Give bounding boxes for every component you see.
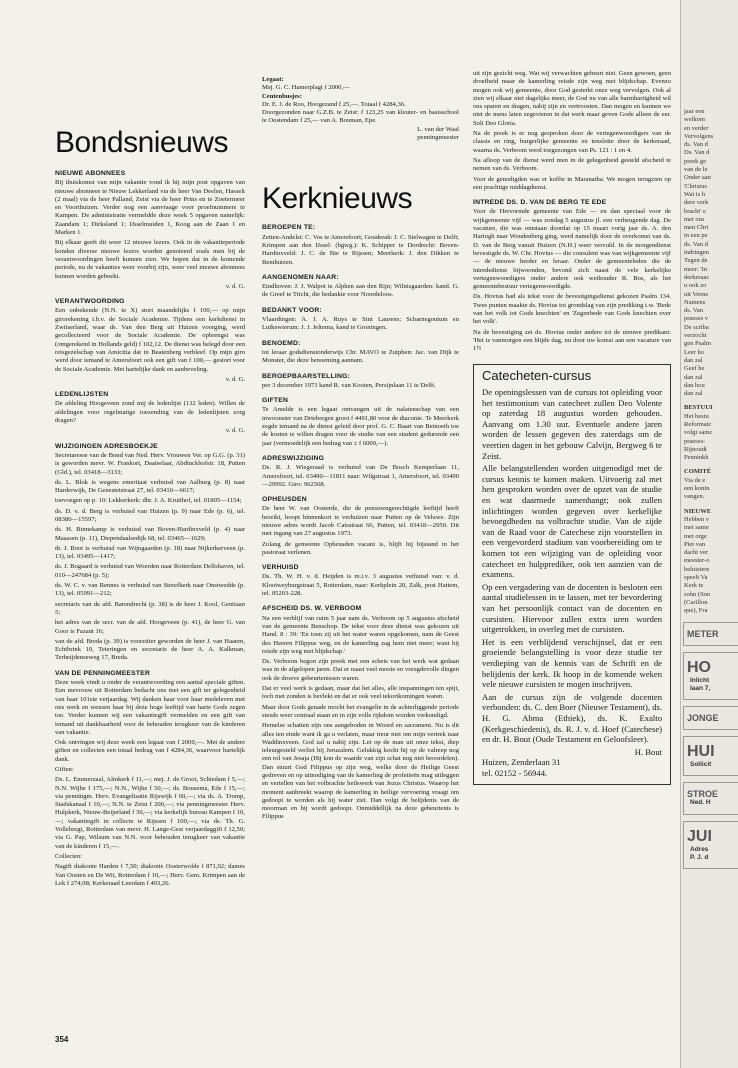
- section-heading: VAN DE PENNINGMEESTER: [55, 669, 151, 677]
- penningmeester-title: penningmeester: [417, 134, 459, 142]
- section-heading: BEROEPEN TE:: [262, 224, 316, 232]
- kerknieuws-sections: [262, 224, 459, 821]
- section-heading: VERANTWOORDING: [55, 298, 125, 306]
- edge-line: meester-o: [684, 557, 710, 565]
- section-paragraph: ds. J. Bogaard is verhuisd van Woerden naar Rotterdam Delfshaven, tel. 010—247684 (p. 5);: [55, 563, 245, 579]
- edge-line: Piet van: [684, 540, 706, 548]
- edge-line: Via de e: [684, 476, 706, 484]
- box-phone: tel. 02152 - 56944.: [482, 767, 548, 778]
- section-paragraph: het adres van de secr. van de afd. Hoogeveen (p. 41), de heer G. van Goor is Fazant 16;: [55, 619, 245, 635]
- edge-line: De scriba: [684, 323, 709, 331]
- edge-line: dan zal: [684, 373, 703, 381]
- section-signature: v. d. G.: [225, 375, 245, 383]
- edge-line: Wat is h: [684, 190, 706, 198]
- catecheten-cursus-box: [473, 364, 671, 786]
- edge-text-b: [681, 404, 738, 462]
- section-heading: GIFTEN: [262, 397, 289, 405]
- next-page-edge: [680, 0, 738, 1068]
- edge-line: praeses:: [684, 437, 705, 445]
- section-paragraph: ds. H. Binnekamp is verhuisd van Boven-Hardinxveld (p. 4) naar Maassen (p. 11), Diependaalsedijk 68, tel. 03465—1629;: [55, 526, 245, 542]
- edge-ad-meter: METER: [683, 622, 738, 646]
- edge-line: uit Veene: [684, 290, 709, 298]
- edge-line: met orge: [684, 532, 707, 540]
- edge-line: in een pe: [684, 232, 708, 240]
- edge-ad-line: Inlicht: [690, 676, 710, 684]
- edge-line: Reformatc: [684, 420, 712, 428]
- edge-line: Vervolgens: [684, 132, 714, 140]
- afscheid-continued: uit zijn gezicht weg. Wat wij verwachten gebeurt niet. Geen gewoen, geen droefheid maar de kamerling reisde zijn weg met blijdschap. Evenzo mogen ook wij gemeente, door God gesterkt onze weg vervolgen. Ook al zien wij elkaar niet dagelijks meer, de God nu van alle barmhartigheid wil ons sparen en dragen, nabij zijn en vertroosten. Dan mogen en kunnen we niet de mens laten zegevieren in dat werk maar geven Gode alleen de eer. Soli Deo Gloria.: [473, 70, 671, 127]
- section-paragraph: toevoegen op p. 10: Lekkerkerk: dhr. J. A. Kruithof, tel. 01805—1154;: [55, 497, 242, 505]
- section-paragraph: Secretaresse van de Bond van Ned. Herv. Vrouwen Ver. op G.G. (p. 31) is geworden mevr. W. Frankort, Daatselaar, Abdinckhofstr. 18, Putten (Gld.), tel. 03418—3133;: [55, 451, 245, 476]
- section-paragraph: Ds. Th. W. H. v. d. Heijden is m.i.v. 3 augustus verhuisd van: v. d. Klootweyburgstraat 5, Rotterdam, naar: Kerkplein 20, Zalk, post Hattem, tel. 05203-228.: [262, 573, 459, 598]
- bondsnieuws-sections: [55, 170, 245, 888]
- section-paragraph: ds. D. v. d. Berg is verhuisd van Huizen (p. 9) naar Ede (p. 6), tel. 08380—15597;: [55, 507, 245, 523]
- edge-text-d: [681, 508, 738, 616]
- edge-line: meer: 'In: [684, 265, 708, 273]
- section-paragraph: Giften:: [55, 766, 74, 773]
- edge-line: Het bestu: [684, 412, 709, 420]
- edge-line: volgt samc: [684, 429, 713, 437]
- edge-line: speelt Va: [684, 574, 708, 582]
- edge-line: vangen.: [684, 493, 705, 501]
- section-paragraph: dr. J. Boot is verhuisd van Wijngaarden (p. 18) naar Nijkerkerveen (p. 13), tel. 03495—1417;: [55, 544, 245, 561]
- section-paragraph: De afdeling Hoogeveen zond mij de ledenlijst (132 leden). Willen de afdelingen voor regelmatige toezending van de ledenlijsten zorg dragen?: [55, 400, 245, 425]
- edge-line: jaar een: [684, 108, 705, 115]
- section-paragraph: Te Amelde is een legaat ontvangen uit de nalatenschap van een inwoonster van Driebergen groot f 4491,80 voor de diaconie. Te Meerkerk zegde iemand na de dienst geleid door prof. G. C. Baart van Beinoeth toe de kosten te willen dragen voor de studie van een student gedurende een jaar (vermoedelijk een bedrag van ± f 6000,—).: [262, 406, 459, 447]
- edge-line: preek ge: [684, 157, 707, 165]
- edge-ad-ho-title: HO: [687, 658, 711, 676]
- edge-text-c: [681, 468, 738, 501]
- edge-line: BESTUUI: [684, 404, 713, 412]
- legaat-line: Dr. E. J. de Roo, Hoogezand f 25,—. Totaal f 4284,36.: [262, 100, 406, 108]
- section-heading: AANGENOMEN NAAR:: [262, 273, 339, 281]
- intrede-para: Na de bevestiging zei ds. Hovius onder andere tot de nieuwe predikant: 'Het is vanmorgen een blijde dag, nu door uw komst aan een vacature van 1½: [473, 328, 671, 353]
- edge-line: sohn (Son: [684, 590, 711, 598]
- box-para: De openingslessen van de cursus tot opleiding voor het testimonium van catecheet zullen Deo Volente op zaterdag 18 augustus worden gehouden. Aanvang om 1.30 uur. Eventuele andere jaren worden de lessen gegeven des zaterdags om de veertien dagen in het gebouw Calvijn, Bergweg 6 te Zeist.: [482, 387, 662, 461]
- edge-ad-line: P. J. d: [690, 854, 709, 861]
- section-paragraph: Deze week vindt u onder de verantwoording een aantal speciale giften. Een mevrouw uit Rotterdam bedacht ons met een gift ter gelegenheid van haar 101ste verjaardag. Wij danken haar voor haar medeleven met ons werk en wensen haar bij deze hoge leeftijd van harte Gods zegen toe. Verder kunnen wij een vakantiegift vermelden en een gift van iemand uit dankbaarheid voor de behouden terugkeer van de kinderen van vakantie.: [55, 679, 245, 736]
- edge-ad-jonge: JONGE: [683, 706, 738, 730]
- edge-line: que), Fra: [684, 607, 708, 615]
- section-signature: v. d. G.: [225, 282, 245, 290]
- edge-line: Ds. Van d: [684, 149, 710, 157]
- box-para: Het is een verblijdend verschijnsel, dat er een groeiende belangstelling is voor deze studie ter verdieping van de kennis van de Schrift en de belijdenis der kerk. Ik hoop in de komende weken vele nieuwe cursisten te mogen inschrijven.: [482, 636, 662, 690]
- bondsnieuws-title: Bondsnieuws: [55, 126, 228, 159]
- legaat-block: [262, 76, 459, 126]
- box-para: Aan de cursus zijn de volgende docenten verbonden: ds. C. den Boer (Nieuwe Testament), ds. H. G. Abma (Ethiek), ds. K. Exalto (Kerkgeschiedenis), ds. R. J. v. d. Hoef (Catechese) en dr. H. Bout (Oude Testament en Geloofsleer).: [482, 691, 662, 745]
- edge-line: praeses v: [684, 315, 709, 323]
- section-paragraph: Zolang de gemeente Opheusden vacant is, blijft hij bijstand in het pastoraat verlenen.: [262, 540, 459, 556]
- section-paragraph: Nagift diakonie Harden f 7,50; diakonie Oosterwolde f 871,02; dames Van Oosten en De Wit, Rotterdam f 10,—; Herv. Gem. Krimpen aan de Lek f 274,08; Kerkeraad Leerdam f 403,26.: [55, 863, 245, 887]
- legaat-line: Doorgezonden naar G.Z.B. te Zeist: f 123,25 van kleuter- en basisschool te Oostendam f 25,— van A. Bouman, Epe.: [262, 109, 459, 125]
- edge-ad-hui: [683, 736, 738, 776]
- legaat-line: Legaat:: [262, 76, 284, 83]
- edge-line: ds. Van d: [684, 141, 708, 149]
- edge-line: welkom: [684, 116, 705, 124]
- edge-line: Onder aan: [684, 174, 711, 182]
- edge-line: bracht' e: [684, 207, 706, 215]
- edge-line: COMITÉ: [684, 468, 712, 476]
- afscheid-continued-3: Na afloop van de dienst werd men in de gelegenheid gesteld afscheid te nemen van ds. Verboom.: [473, 156, 671, 173]
- section-paragraph: Maar door Gods genade mocht het evangelie in de achterliggende periode steeds weer centraal staan en in zijn volle rijkdom worden verkondigd.: [262, 703, 459, 719]
- column-three: [473, 70, 671, 1060]
- edge-line: derkeraac: [684, 273, 710, 281]
- edge-line: u ook zo: [684, 282, 707, 290]
- box-signature: H. Bout: [634, 746, 662, 757]
- box-address: Huizen, Zenderlaan 31: [482, 757, 561, 768]
- section-paragraph: Collecten:: [55, 852, 83, 860]
- section-heading: LEDENLIJSTEN: [55, 391, 109, 399]
- edge-line: Leer ho: [684, 348, 705, 356]
- section-paragraph: Ds. Verboom begon zijn preek met een schets van het werk wat gedaan was in de afgelopen jaren. Dat er naast veel mooie en vreugdevolle dingen ook de droeve gebeurtenissen waren.: [262, 658, 459, 682]
- section-paragraph: tot leraar godsdienstonderwijs Chr. MAVO te Zutphen: Jac. van Dijk te Monster, die deze benoeming aannam.: [262, 348, 459, 365]
- edge-line: Kerk te: [684, 582, 704, 590]
- edge-line: indringen: [684, 249, 709, 257]
- edge-line: NIEUWE: [684, 507, 712, 515]
- edge-line: gen Psalm: [684, 340, 711, 348]
- edge-line: verzocht: [684, 332, 707, 340]
- edge-ad-ho: [683, 652, 738, 701]
- intrede-para: Ds. Hovius had als tekst voor de bevestigingsdienst gekozen Psalm 134. Twee punten maakte ds. Hovius tot grondslag van zijn prediking t.w. 'Bede van het volk tot Gods knechten' en 'Zegenbede van Gods knechten over het volk'.: [473, 293, 671, 326]
- page-number: 354: [55, 1035, 69, 1044]
- section-heading: NIEUWE ABONNEES: [55, 170, 126, 177]
- box-para: Op een vergadering van de docenten is besloten een aantal studielessen in te lassen, met ter bevordering van het persoonlijk contact van de docenten en cursisten. Hiervoor zullen extra uren worden uitgetrokken, in overleg met de cursisten.: [482, 581, 662, 635]
- section-paragraph: Bij thuiskomst van mijn vakantie vond ik bij mijn post opgaven van nieuwe abonnees te Nieuw Lekkerland via de heer Van Deelen, Hasselt (2 maal) via de heer Palland, Zeist via de heer Prins en te Zoetermeer en Voorthuizen. Verder nog een aanvraage voor proefnummers te Kampen. De administratie vermeldde deze week 5 opgaven namelijk: Zaandam 1; Dirksland 1; IJsselmuiden 1, Koog aan de Zaan 1 en Marken 1.: [55, 179, 245, 237]
- edge-text-a: [681, 108, 738, 398]
- section-paragraph: Ds. R. J. Wiegeraad is verhuisd van De Bosch Kemperlaan 11, Amersfoort, tel. 03490—11811 naar: Wilgstraat 1, Amersfoort, tel. 03490—29992. Giro: 962568.: [262, 464, 459, 488]
- edge-line: dere verk: [684, 199, 709, 207]
- afscheid-continued-4: Voor de genodigden was er koffie in Maranatha. We mogen terugzien op een prachtige middagdienst.: [473, 175, 671, 191]
- section-paragraph: secretaris van de afd. Barendrecht (p. 38) is de heer J. Kool, Gentiaan 5;: [55, 600, 245, 616]
- edge-line: ds. Van: [684, 307, 704, 315]
- edge-line: van de le: [684, 166, 708, 174]
- intrede-para: Voor de Hervormde gemeente van Ede — en dan speciaal voor de wijkgemeente vijf — was zondag 5 augustus jl. een verheugende dag. De vacature, die was ontstaan doordat op 15 maart vorig jaar ds. A. den Hartogh naar Woudenberg ging, werd namelijk door de overkomst van ds. D. van de Berg vanuit Huizen (N.H.) weer vervuld. In de morgendienst bevestigde ds. W. Chr. Hovius — die consulent was van wijkgemeente vijf — de nieuwe herder en leraar. Onder de gemeenteleden die de intrededienst bijwoonden, bevond zich naast de vele kerkelijke vertegenwoordigers onder andere ook wethouder R. Bos, als het gemeentebestuur vertegenwoordigde.: [473, 208, 671, 291]
- edge-line: Penninkh: [684, 454, 709, 462]
- afscheid-continued-2: Na de preek is er nog gesproken door de vertegenwoordigers van de classis en ring, burgerlijke gemeente en tenslotte door de kerkeraad, waarna ds. Verboom werd toegezongen van Ps. 121 : 1 en 4.: [473, 130, 671, 154]
- edge-line: beluistere: [684, 565, 710, 573]
- edge-line: dacht ver: [684, 549, 709, 557]
- penningmeester-name: L. van der Waal: [417, 125, 459, 133]
- edge-line: 'Christus: [684, 182, 707, 190]
- section-paragraph: Ds. L. Emmerzaal, Almkerk f 11,—; mej. J. de Groot, Schiedam f 5,—; N.N. Wijhe f 175,—; N.N., Wijhe f 50,—; ds. Bousema, Ede f 15,—; via penningm. Herv. Evangelisatie Rijswijk f 60,—; via ds. A. Tromp, Stadskanaal f 10,—; N.N. te Zeist f 200,—; via penningmeester Herv. Hulpkerk, Nieuw-Beijerland f 30,—; via kerkelijk bureau Kampen f 10,—; vakantiegift in collecte te Rijssen f 100,—; via ds. Th. G. Vollebregt, Rotterdam van mevr. H. Lange-Gest verjaardaggift f 12,50; via G. Pap, Wilsum van N.N. voor behouden terugkeer van vakantie van de kinderen f 15,—.: [55, 776, 245, 850]
- section-paragraph: De heer W. van Oosterde, die de pensioengerechtigde leeftijd heeft bereikt, hoopt binnenkort te verhuizen naar Putten op de Veluwe. Zijn nieuwe adres wordt Jacob Catsstraat 66, Putten, tel. 03418—2950. Dit met ingang van 27 augustus 1973.: [262, 505, 459, 538]
- edge-line: Hebben v: [684, 515, 710, 523]
- catecheten-cursus-title: Catecheten-cursus: [482, 367, 592, 383]
- edge-ad-line: laan 7,: [690, 684, 711, 692]
- edge-ad-line: Ned. H: [690, 799, 711, 807]
- edge-ad-stroe-title: STROE: [687, 789, 719, 800]
- section-paragraph: Dat er veel werk is gedaan, maar dat het alles, alle inspanningen ten spijt, toch met zonden is bevlekt en dat er ook veel tekortkomingen waren.: [262, 685, 459, 701]
- section-signature: v. d. G.: [225, 427, 245, 435]
- intrede-heading: INTREDE DS. D. VAN DE BERG TE EDE: [473, 199, 607, 207]
- box-para: Alle belangstellenden worden uitgenodigd met de cursus kennis te komen maken. Uitvoerig zal met hen gesproken worden over de opzet van de studie en wat daarmede samenhangt; ook zullen inlichtingen worden gegeven over kerkelijke bevoegdheden na volbrachte studie. Van de zijde van de Raad voor de Catechese zijn voorstellen in een vergevorderd stadium van voorbereiding om te komen tot een wijziging van de opleiding voor catecheet en hulpprediker, ook ten aanzien van de examens.: [482, 463, 662, 580]
- section-paragraph: Zetten-Andelst: C. Vos te Amersfoort; Gouderak: J. C. Stelwagen te Delft; Krimpen aan den IJssel: (bgwg.): K. Schipper te Dordrecht: Boven-Hardinxveld: J. C. de Bie te Rijssen; Meerkerk: J. den Dikken te Benthuizen.: [262, 233, 459, 266]
- edge-ad-line: Adres: [690, 845, 709, 853]
- section-paragraph: Na een verblijf van ruim 5 jaar nam ds. Verboom op 5 augustus afscheid van de gemeente Benschop. De tekst voor deze dienst was gekozen uit Hand. 8 : 39: 'En toen zij uit het water waren opgekomen, nam de Geest des Heeren Filippus weg, en de kamerling zag hem niet meer; want hij reisde zijn weg met blijdschap.': [262, 614, 459, 655]
- edge-line: Rijnoudt: [684, 445, 707, 453]
- edge-line: Tegen de: [684, 257, 708, 265]
- edge-line: dan hou: [684, 381, 705, 389]
- edge-ad-jui: [683, 821, 738, 870]
- section-heading: ADRESWIJZIGING: [262, 454, 325, 462]
- section-heading: VERHUISD: [262, 564, 299, 572]
- edge-line: men Chri: [684, 224, 709, 232]
- edge-ad-line: Sollicit: [690, 761, 712, 769]
- column-kerknieuws: [262, 70, 459, 1060]
- edge-line: dan zal: [684, 356, 703, 364]
- section-paragraph: Vlaardingen: A. J. A. Ruys te Sint Laurens; Scharnegoutum en Lutkewierum: J. J. Jeltema, kand te Groningen.: [262, 316, 459, 332]
- section-paragraph: Ook ontvingen wij deze week een legaat van f 2000,—. Met de andere giften en collecten een totaal bedrag van f 4284,36, waarvoor hartelijk dank.: [55, 739, 245, 763]
- section-paragraph: Bij elkaar geeft dit weer 12 nieuwe lezers. Ook in de vakantieperiode konden diverse nieuwe lezers worden genoteerd zoals men bij de verantwoordingen heeft kunnen zien. We hopen dat in de komende periode, nu de vakanties weer voorbij zijn, weer veel nieuwe abonnees kunnen worden geboekt.: [55, 239, 245, 280]
- section-paragraph: Een onbekende (N.N. te X) stort maandelijks f 100,— op mijn girorekening t.b.v. de Sociale Academie. Tijdens een kerkdienst in Zwitserland, waar ds. Van den Berg uit Huizen voorging, werd gecollecteerd voor de Sociale Academie. De opbrengst was (omgerekend in Hollands geld) f 102,12. De dienst was belegd door een reisgezelschap van Amicitia dat in Beatenberg verbleef. Op mijn giro werd door iemand te Amersfoort ook een gift van f 100,— gestort voor de Sociale Academie. Met hartelijke dank en aanbeveling.: [55, 307, 245, 373]
- edge-ad-hui-title: HUI: [687, 743, 715, 761]
- section-paragraph: ds. L. Blok is wegens emeritaat verhuisd van Aalburg (p. 8) naar Harderwijk, De Genestetstraat 27, tel. 03410—6617;: [55, 478, 245, 495]
- section-heading: BEDANKT VOOR:: [262, 306, 322, 314]
- edge-line: met same: [684, 524, 709, 532]
- edge-line: dan zal: [684, 390, 703, 398]
- edge-line: en verder: [684, 124, 709, 132]
- edge-line: met ons: [684, 215, 705, 223]
- edge-ad-stroe: [683, 782, 738, 814]
- section-paragraph: ds. W. C. v. van Rennes is verhuisd van Streefkerk naar Onstwedde (p. 13), tel. 05991—212;: [55, 582, 245, 598]
- legaat-line: Mej. G. C. Hamerplagt f 2000,—: [262, 84, 350, 92]
- section-paragraph: per 3 december 1973 kand R. van Kooten, Persijnlaan 11 te Delft.: [262, 381, 436, 389]
- legaat-line: Centenbusjes:: [262, 92, 302, 100]
- section-heading: OPHEUSDEN: [262, 496, 307, 504]
- edge-line: ds. Van d: [684, 240, 708, 248]
- section-paragraph: van de afd. Breda (p. 39) is voorzitter geworden de heer J. van Haaren, Echtbrink 10, Teteringen en secretaris de heer A. A. Kalkman, Terheijdenseweg 17, Breda.: [55, 637, 245, 662]
- column-bondsnieuws: [55, 70, 245, 1060]
- section-paragraph: Eindhoven: J. J. Walpot te Alphen aan den Rijn; Wilnisgaarden: kand. G. de Greef te Tricht, die bedankte voor Noordeloos.: [262, 283, 459, 299]
- edge-line: Namens: [684, 298, 706, 306]
- kerknieuws-title: Kerknieuws: [262, 182, 413, 216]
- edge-line: een konin: [684, 485, 710, 493]
- section-heading: BENOEMD:: [262, 339, 301, 347]
- edge-line: Geef he: [684, 365, 705, 373]
- edge-ad-jui-title: JUI: [687, 827, 712, 845]
- section-heading: WIJZIGINGEN ADRESBOEKJE: [55, 442, 158, 450]
- section-heading: BEROEPBAARSTELLING:: [262, 372, 351, 380]
- section-heading: AFSCHEID DS. W. VERBOOM: [262, 605, 362, 613]
- section-paragraph: Hemelse schatten zijn ons aangeboden in Woord en sacrament. Nu is dit alles ten einde want ik ga u verlaten, maar treur niet om mijn vertrek naar Waddinxveen. God zal u nabij zijn. Let op de man uit onze tekst, diep teleurgesteld verliet hij Jeruzalem. Gelukkig kocht hij op de valreep nog een rol van Jesaja (Hij kon de waarde van zijn schat nog niet beoordelen). Dan stuurt God Filippus op zijn weg, welke door de Heilige Geest gedreven en op uitnodiging van de kamerling de profetieën mag uitleggen en vertellen van het volbrachte heilswerk van Jezus Christus. Waarop het moment aanbreekt waarop de kamerling in heilige vervoering vraagt om gedoopt te worden als hij water ziet. Dan volgt de belijdenis van de moorman en hij wordt gedoopt. Onmiddellijk na deze gebeurtenis is Filippus: [262, 722, 459, 821]
- edge-line: (Carillon: [684, 598, 708, 606]
